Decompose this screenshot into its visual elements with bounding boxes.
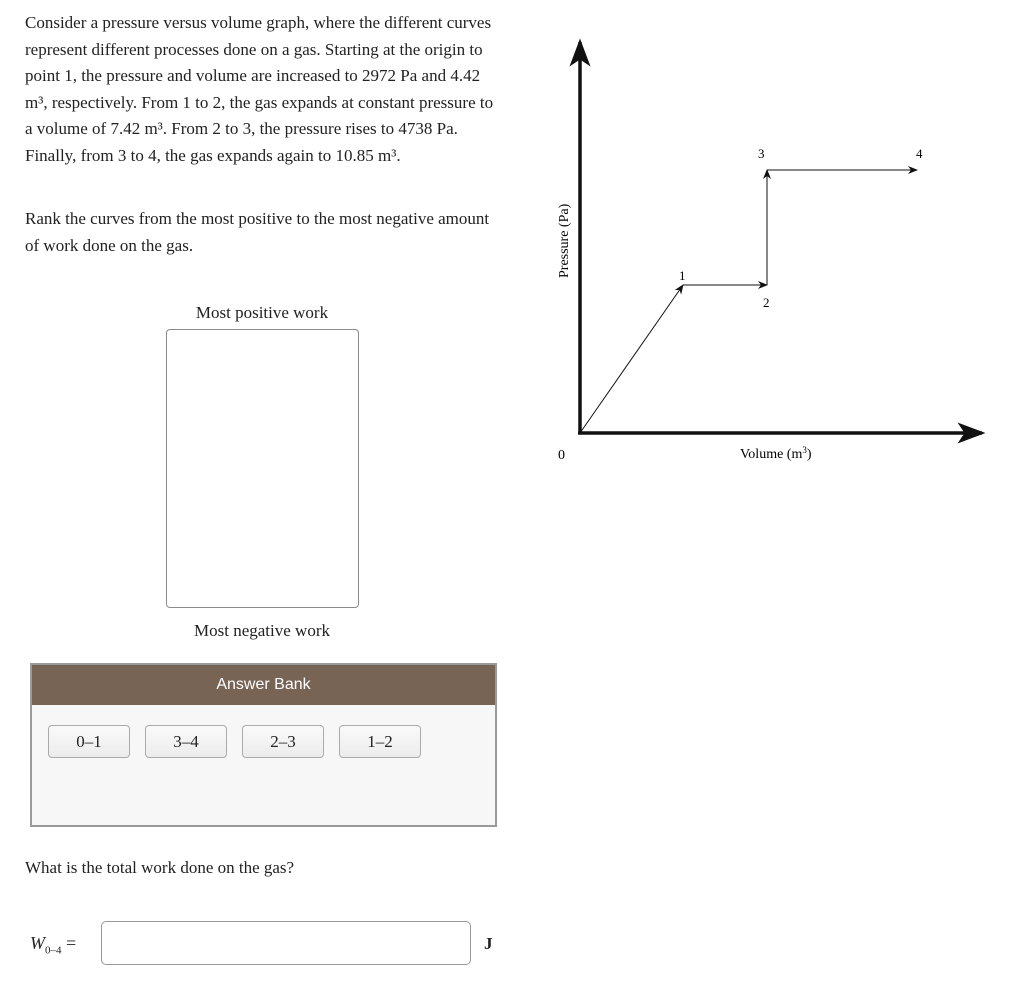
answer-bank-title: Answer Bank xyxy=(32,665,495,705)
answer-chip-1-2[interactable]: 1–2 xyxy=(339,725,421,758)
unit-label: J xyxy=(484,934,493,953)
total-work-question: What is the total work done on the gas? xyxy=(25,858,295,877)
ranking-instruction: Rank the curves from the most positive to the most negative amount of work done on the gas. xyxy=(25,209,490,255)
y-axis-label: Pressure (Pa) xyxy=(557,203,572,278)
point-label-3: 3 xyxy=(758,146,765,161)
question-paragraph: Consider a pressure versus volume graph, where the different curves represent different processes done on a gas. Starting at the origin to point 1, the pressure and volume are increased to 2972 Pa and 4.42 m³, respectively. From 1 to 2, the gas expands at constant pressure to a volume of 7.42 m³. From 2 to 3, the pressure rises to 4738 Pa. Finally, from 3 to 4, the gas expands again to 10.85 m³. xyxy=(25,13,494,165)
process-0-1 xyxy=(580,285,683,433)
equals-sign: = xyxy=(66,933,77,953)
work-symbol: W xyxy=(30,933,45,953)
origin-label: 0 xyxy=(558,448,565,463)
point-label-1: 1 xyxy=(679,268,686,283)
answer-chip-2-3[interactable]: 2–3 xyxy=(242,725,324,758)
most-negative-label: Most negative work xyxy=(194,621,330,640)
answer-chip-3-4[interactable]: 3–4 xyxy=(145,725,227,758)
x-axis-label: Volume $(m^3)$ xyxy=(740,445,812,462)
point-label-4: 4 xyxy=(916,146,923,161)
point-label-2: 2 xyxy=(763,295,770,310)
work-subscript: 0–4 xyxy=(45,944,62,957)
most-positive-label: Most positive work xyxy=(195,303,329,322)
answer-chip-0-1[interactable]: 0–1 xyxy=(48,725,130,758)
